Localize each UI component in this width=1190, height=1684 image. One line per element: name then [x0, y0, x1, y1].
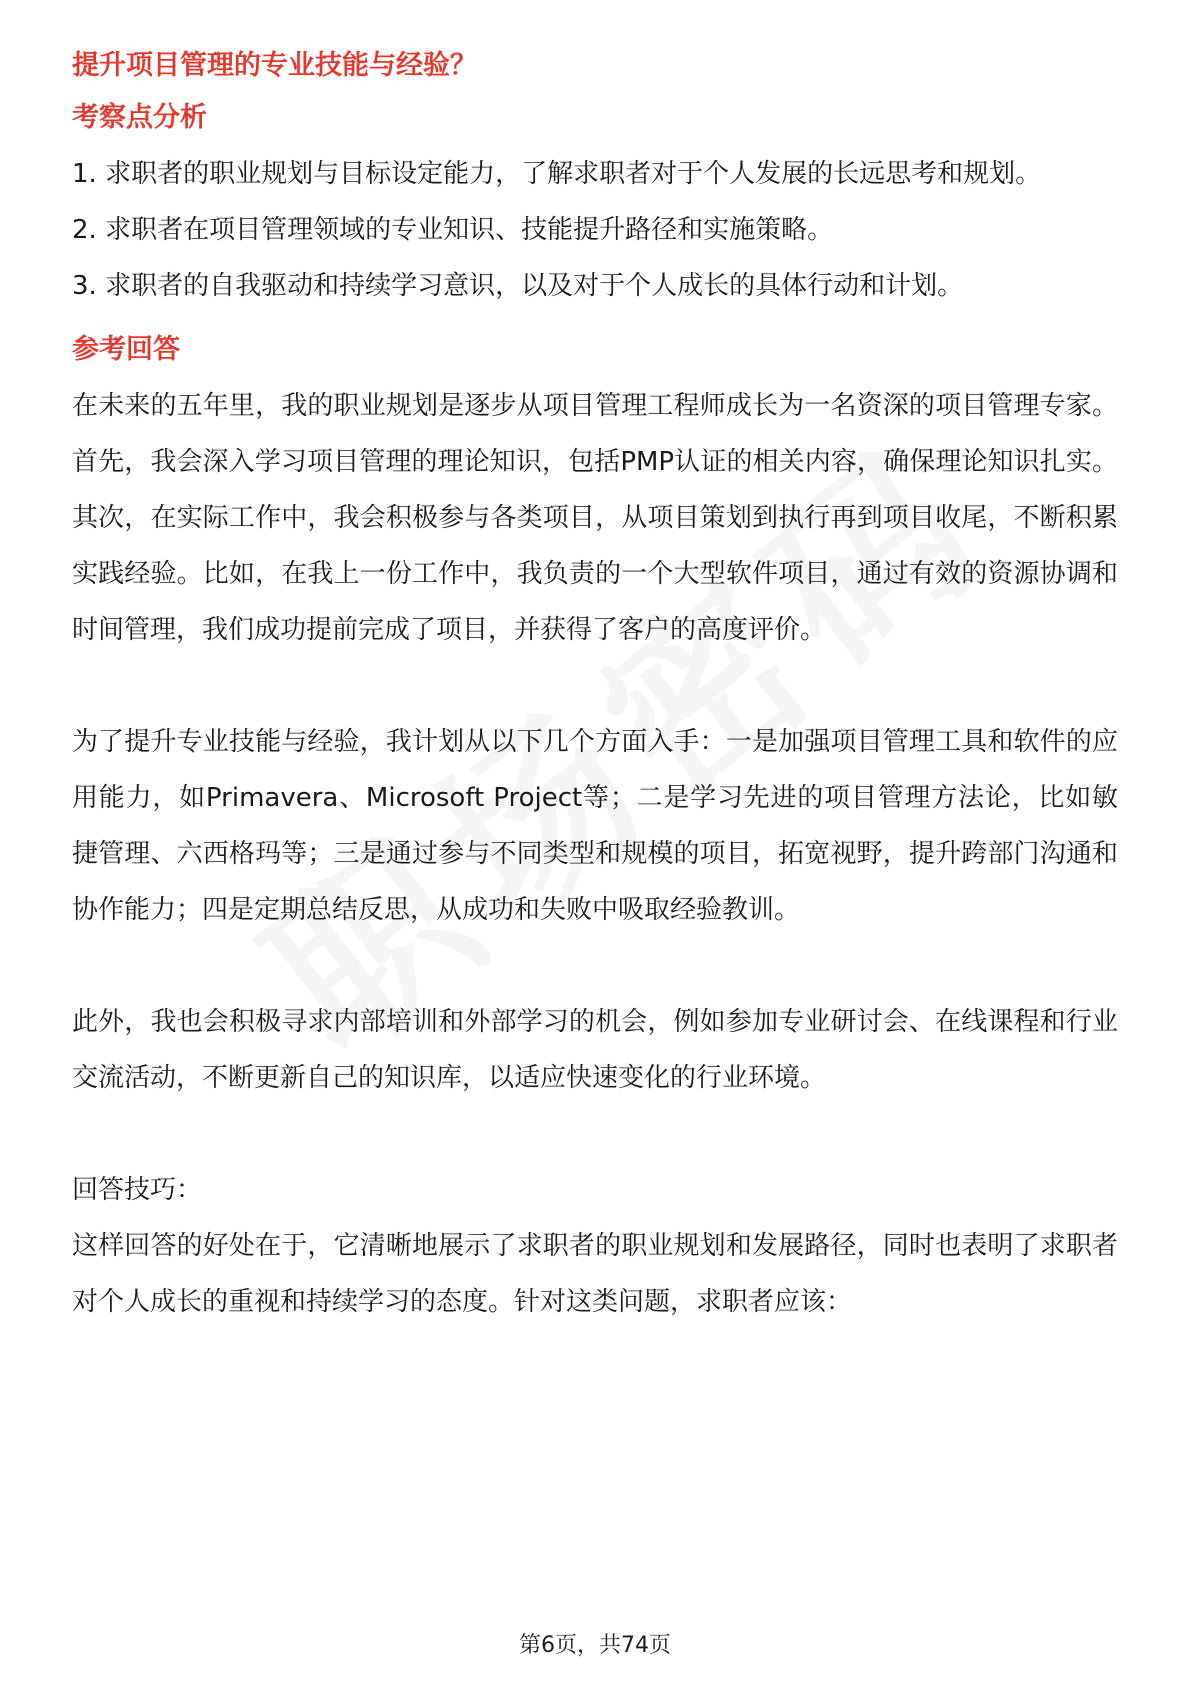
analysis-item: 1. 求职者的职业规划与目标设定能力，了解求职者对于个人发展的长远思考和规划。	[72, 159, 1042, 189]
answer-paragraph: 此外，我也会积极寻求内部培训和外部学习的机会，例如参加专业研讨会、在线课程和行业交流活动，不断更新自己的知识库，以适应快速变化的行业环境。	[72, 1007, 1118, 1093]
analysis-list	[72, 146, 1118, 314]
analysis-title: 考察点分析	[72, 102, 207, 133]
tips-label: 回答技巧：	[72, 1175, 203, 1205]
page-number: 第6页，共74页	[519, 1633, 671, 1658]
paragraph-spacer	[72, 1106, 1118, 1162]
tips-text: 这样回答的好处在于，它清晰地展示了求职者的职业规划和发展路径，同时也表明了求职者对个人成长的重视和持续学习的态度。针对这类问题，求职者应该：	[72, 1231, 1118, 1317]
analysis-item: 2. 求职者在项目管理领域的专业知识、技能提升路径和实施策略。	[72, 215, 834, 245]
question-heading: 提升项目管理的专业技能与经验？	[72, 50, 477, 81]
answer-paragraph: 为了提升专业技能与经验，我计划从以下几个方面入手：一是加强项目管理工具和软件的应用能力，如Primavera、Microsoft Project等；二是学习先进的项目管理方法论，比如敏捷管理、六西格玛等；三是通过参与不同类型和规模的项目，拓宽视野，提升跨部门沟通和协作能力；四是定期总结反思，从成功和失败中吸取经验教训。	[72, 727, 1118, 925]
answer-paragraph: 在未来的五年里，我的职业规划是逐步从项目管理工程师成长为一名资深的项目管理专家。首先，我会深入学习项目管理的理论知识，包括PMP认证的相关内容，确保理论知识扎实。其次，在实际工作中，我会积极参与各类项目，从项目策划到执行再到项目收尾，不断积累实践经验。比如，在我上一份工作中，我负责的一个大型软件项目，通过有效的资源协调和时间管理，我们成功提前完成了项目，并获得了客户的高度评价。	[72, 391, 1118, 645]
analysis-item: 3. 求职者的自我驱动和持续学习意识，以及对于个人成长的具体行动和计划。	[72, 271, 964, 301]
paragraph-spacer	[72, 658, 1118, 714]
page-content	[72, 46, 1118, 1330]
answer-title: 参考回答	[72, 334, 180, 365]
paragraph-spacer	[72, 938, 1118, 994]
